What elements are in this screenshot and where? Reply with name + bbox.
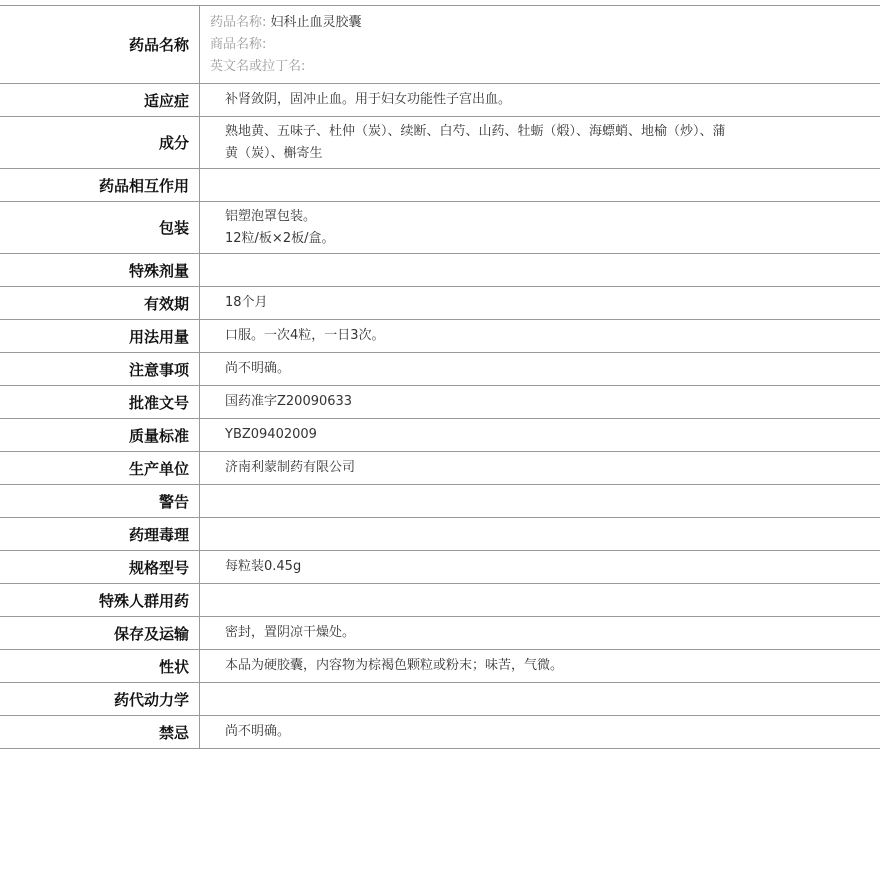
table-row: [0, 518, 880, 551]
row-value: [200, 584, 880, 616]
row-label: 成分: [0, 117, 200, 168]
row-value: [200, 551, 880, 583]
table-row: [0, 419, 880, 452]
row-value: [200, 84, 880, 116]
row-value: [200, 386, 880, 418]
drug-name-values: [200, 6, 880, 83]
value-line: 补肾敛阴，固冲止血。用于妇女功能性子宫出血。: [225, 92, 512, 107]
table-row: [0, 287, 880, 320]
row-value: [200, 617, 880, 649]
row-value: [200, 353, 880, 385]
row-value: [200, 716, 880, 748]
generic-name-line: [210, 12, 880, 34]
value-line: 18个月: [225, 295, 268, 310]
row-value: [200, 169, 880, 201]
table-row: [0, 485, 880, 518]
generic-name-value: 妇科止血灵胶囊: [270, 14, 362, 30]
row-label: 有效期: [0, 287, 200, 319]
value-line: 口服。一次4粒，一日3次。: [225, 328, 385, 343]
trade-name-prefix: 商品名称:: [210, 36, 267, 52]
row-value: [200, 117, 880, 168]
table-row: [0, 117, 880, 169]
row-label: 特殊剂量: [0, 254, 200, 286]
table-row: [0, 169, 880, 202]
value-line: 每粒装0.45g: [225, 559, 302, 574]
row-value: [200, 202, 880, 253]
row-label: 规格型号: [0, 551, 200, 583]
value-line: 国药准字Z20090633: [225, 394, 353, 409]
table-row: [0, 683, 880, 716]
row-label: 包装: [0, 202, 200, 253]
row-value: [200, 518, 880, 550]
table-row-drug-name: [0, 6, 880, 84]
table-row: [0, 716, 880, 749]
row-label: 适应症: [0, 84, 200, 116]
value-line: 12粒/板×2板/盒。: [225, 230, 335, 246]
row-label: 质量标准: [0, 419, 200, 451]
row-value: [200, 254, 880, 286]
row-label: 注意事项: [0, 353, 200, 385]
row-label: 批准文号: [0, 386, 200, 418]
table-row: [0, 254, 880, 287]
table-row: [0, 353, 880, 386]
row-value: [200, 650, 880, 682]
row-label: 药代动力学: [0, 683, 200, 715]
table-row: [0, 617, 880, 650]
row-value: [200, 485, 880, 517]
table-row: [0, 551, 880, 584]
row-label: 生产单位: [0, 452, 200, 484]
table-row: [0, 386, 880, 419]
value-line: 铝塑泡罩包装。: [225, 208, 317, 224]
row-label: 保存及运输: [0, 617, 200, 649]
table-row: [0, 84, 880, 117]
value-line: 济南利蒙制药有限公司: [225, 460, 356, 475]
row-value: [200, 683, 880, 715]
row-value: [200, 287, 880, 319]
row-value: [200, 419, 880, 451]
value-line: 密封，置阴凉干燥处。: [225, 625, 356, 640]
row-label: 药理毒理: [0, 518, 200, 550]
english-name-prefix: 英文名或拉丁名:: [210, 58, 306, 74]
table-row: [0, 584, 880, 617]
row-label: 性状: [0, 650, 200, 682]
drug-info-table: [0, 5, 880, 749]
row-value: [200, 320, 880, 352]
table-row: [0, 650, 880, 683]
row-label: 药品相互作用: [0, 169, 200, 201]
row-value: [200, 452, 880, 484]
value-line: 尚不明确。: [225, 361, 291, 376]
table-row: [0, 202, 880, 254]
row-label: 用法用量: [0, 320, 200, 352]
row-label: 特殊人群用药: [0, 584, 200, 616]
value-line: 黄（炭）、槲寄生: [225, 145, 323, 161]
value-line: YBZ09402009: [225, 427, 317, 442]
value-line: 尚不明确。: [225, 724, 291, 739]
value-line: 本品为硬胶囊，内容物为棕褐色颗粒或粉末；味苦，气微。: [225, 658, 564, 673]
row-label: 药品名称: [0, 6, 200, 83]
table-row: [0, 452, 880, 485]
table-row: [0, 320, 880, 353]
generic-name-prefix: 药品名称:: [210, 14, 267, 30]
row-label: 禁忌: [0, 716, 200, 748]
row-label: 警告: [0, 485, 200, 517]
value-line: 熟地黄、五味子、杜仲（炭）、续断、白芍、山药、牡蛎（煅）、海螵蛸、地榆（炒）、蒲: [225, 123, 726, 139]
